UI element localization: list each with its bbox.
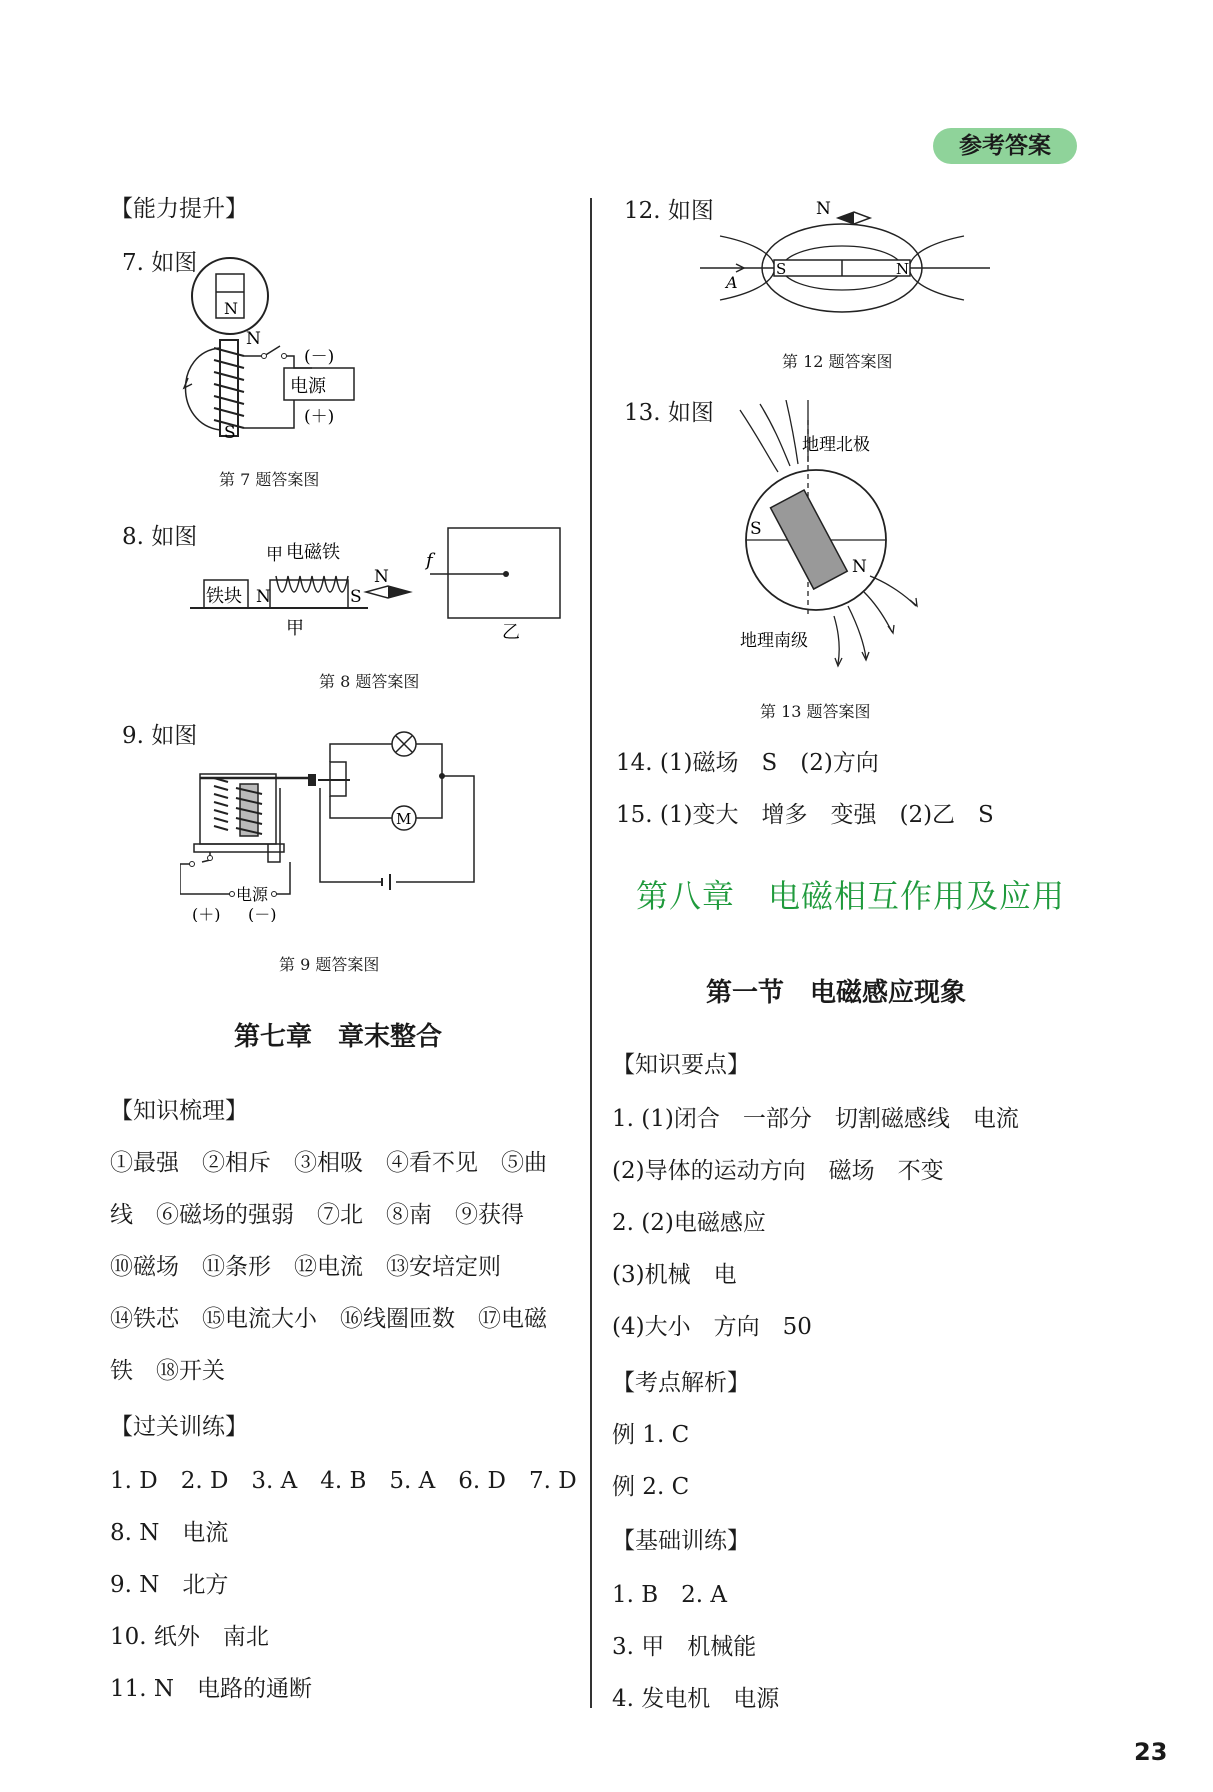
ability-header: 【能力提升】 [110, 196, 248, 222]
chapter8-title: 第八章 电磁相互作用及应用 [636, 877, 1066, 915]
q8-caption: 第 8 题答案图 [319, 672, 420, 691]
pass-line: 10. 纸外 南北 [110, 1624, 269, 1650]
q13-caption: 第 13 题答案图 [760, 702, 871, 721]
q13-north-label: 地理北极 [802, 435, 870, 455]
q13-south-label: 地理南级 [740, 631, 808, 651]
section1-title: 第一节 电磁感应现象 [706, 978, 967, 1008]
points-line: (3)机械 电 [612, 1262, 737, 1288]
q8-jia-top: 甲 [266, 545, 283, 565]
q9-caption: 第 9 题答案图 [279, 955, 380, 974]
q9-motor-label: M [396, 810, 412, 828]
q12-pole-n: N [896, 260, 910, 278]
q7-pole-n: N [246, 329, 261, 349]
pass-line: 1. D 2. D 3. A 4. B 5. A 6. D 7. D [110, 1468, 577, 1494]
knowledge-line: 铁 ⑱开关 [110, 1358, 225, 1384]
q7-label: 7. 如图 [122, 250, 198, 276]
pass-line: 9. N 北方 [110, 1572, 229, 1598]
q7-plus: (＋) [304, 407, 335, 427]
q7-figure [180, 252, 400, 442]
knowledge-line: ⑩磁场 ⑪条形 ⑫电流 ⑬安培定则 [110, 1254, 501, 1280]
analysis-line: 例 2. C [612, 1474, 690, 1500]
q7-power-label: 电源 [290, 376, 326, 397]
pass-line: 11. N 电路的通断 [110, 1676, 313, 1702]
q12-figure [700, 196, 990, 336]
pass-header: 【过关训练】 [110, 1414, 248, 1440]
knowledge-line: ⑭铁芯 ⑮电流大小 ⑯线圈匝数 ⑰电磁 [110, 1306, 547, 1332]
q13-pole-s: S [750, 519, 762, 539]
q9-plus: (＋) [192, 905, 221, 922]
q9-power-label: 电源 [236, 885, 269, 904]
points-line: 2. (2)电磁感应 [612, 1210, 766, 1236]
q8-jia: 甲 [286, 618, 304, 639]
chapter7-title: 第七章 章末整合 [234, 1022, 443, 1052]
points-line: (2)导体的运动方向 磁场 不变 [612, 1158, 944, 1184]
q13-pole-n: N [852, 557, 867, 577]
q12-label: 12. 如图 [624, 198, 714, 224]
q8-figure [190, 520, 570, 640]
q8-label: 8. 如图 [122, 524, 198, 550]
q8-magnet-label: 电磁铁 [286, 542, 340, 563]
knowledge-line: 线 ⑥磁场的强弱 ⑦北 ⑧南 ⑨获得 [110, 1202, 524, 1228]
q13-label: 13. 如图 [624, 400, 714, 426]
q9-figure [180, 722, 490, 922]
q8-needle-n: N [374, 567, 389, 587]
points-line: (4)大小 方向 50 [612, 1314, 812, 1340]
knowledge-line: ①最强 ②相斥 ③相吸 ④看不见 ⑤曲 [110, 1150, 547, 1176]
q8-iron-label: 铁块 [206, 586, 242, 607]
q7-caption: 第 7 题答案图 [219, 470, 320, 489]
q8-yi: 乙 [502, 622, 520, 640]
basic-line: 3. 甲 机械能 [612, 1634, 757, 1660]
q9-label: 9. 如图 [122, 723, 198, 749]
basic-line: 1. B 2. A [612, 1582, 728, 1608]
q8-pole-n: N [256, 587, 271, 607]
page-number: 23 [1134, 1738, 1168, 1766]
analysis-header: 【考点解析】 [612, 1370, 750, 1396]
q7-minus: (－) [304, 347, 335, 367]
q7-needle-n: N [224, 299, 238, 318]
q12-caption: 第 12 题答案图 [782, 352, 893, 371]
q7-pole-s: S [224, 423, 236, 442]
answer-key-badge: 参考答案 [933, 128, 1077, 164]
q8-force-f: f [426, 550, 433, 571]
q12-pole-s: S [776, 260, 787, 278]
basic-line: 4. 发电机 电源 [612, 1686, 780, 1712]
q14-answer: 14. (1)磁场 S (2)方向 [616, 750, 879, 776]
q15-answer: 15. (1)变大 增多 变强 (2)乙 S [616, 802, 994, 828]
column-divider [590, 198, 592, 1708]
q12-needle-n: N [816, 199, 831, 219]
q8-pole-s: S [350, 587, 362, 607]
q9-minus: (－) [248, 905, 277, 922]
points-header: 【知识要点】 [612, 1052, 750, 1078]
q12-point-a: A [726, 273, 738, 292]
knowledge-header: 【知识梳理】 [110, 1098, 248, 1124]
pass-line: 8. N 电流 [110, 1520, 229, 1546]
points-line: 1. (1)闭合 一部分 切割磁感线 电流 [612, 1106, 1019, 1132]
q13-figure [720, 400, 940, 670]
analysis-line: 例 1. C [612, 1422, 690, 1448]
basic-header: 【基础训练】 [612, 1528, 750, 1554]
